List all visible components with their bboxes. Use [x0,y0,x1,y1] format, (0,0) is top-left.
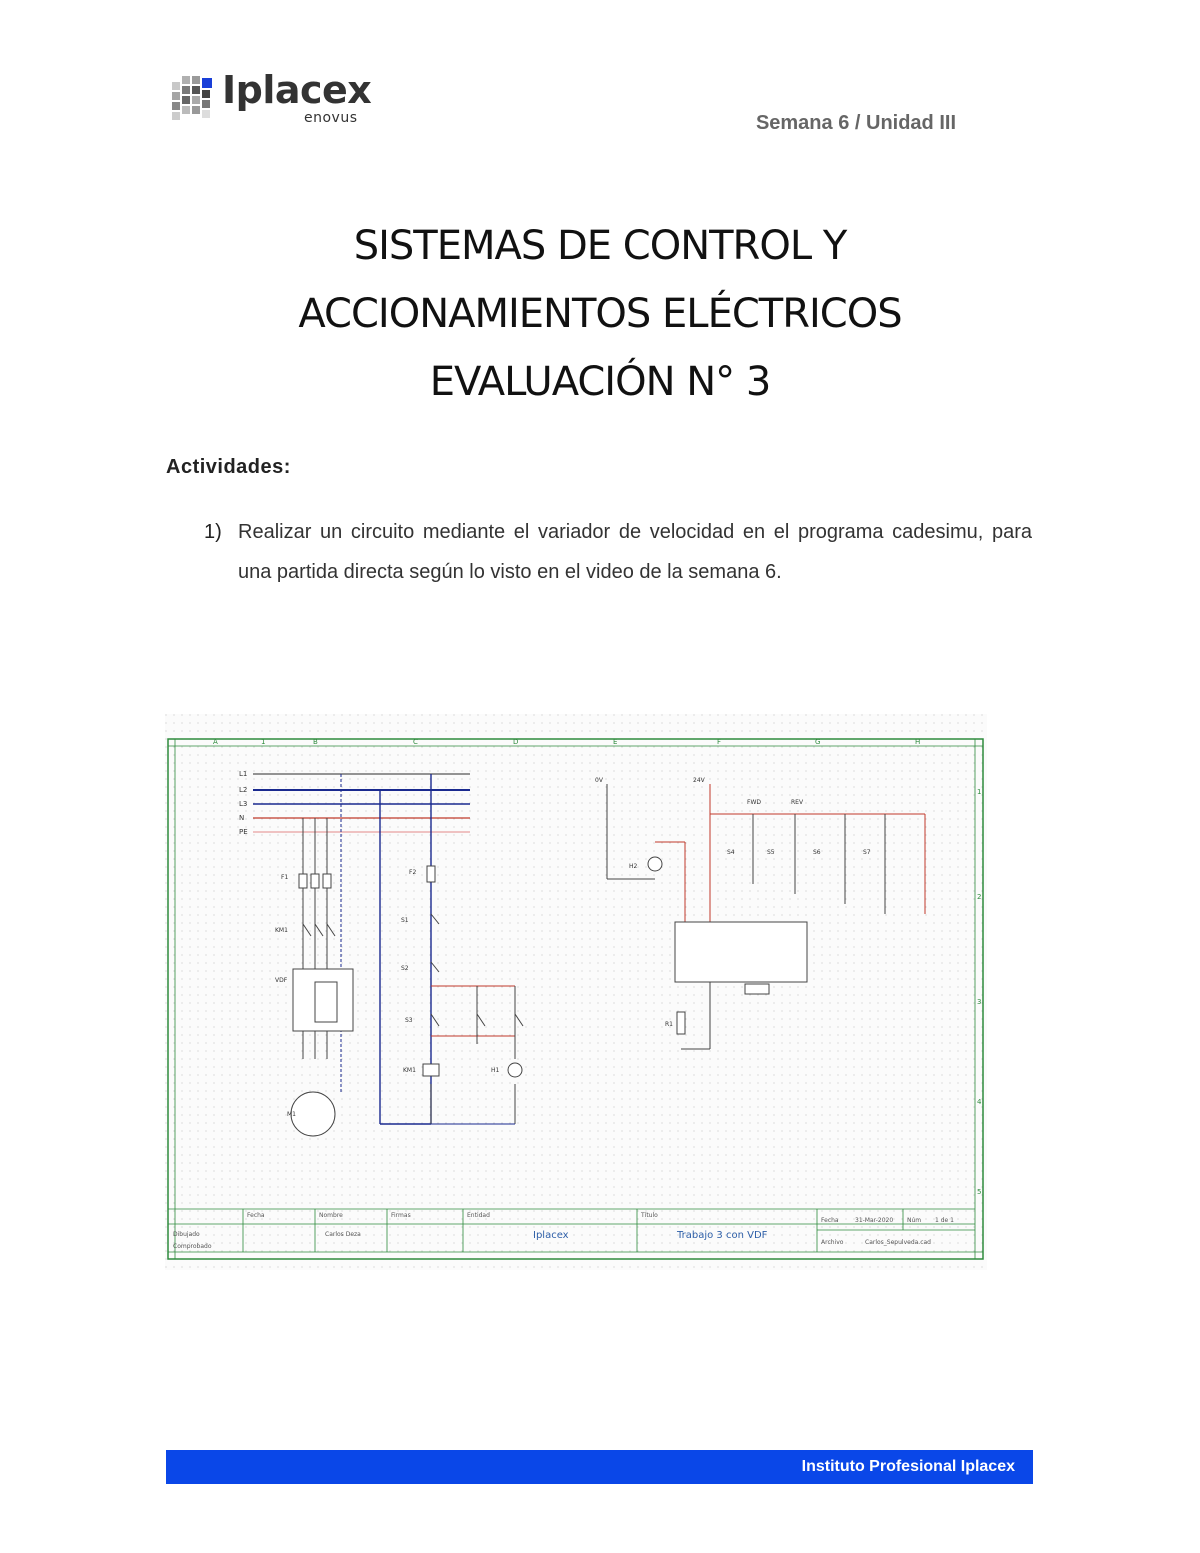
label-f2: F2 [409,869,417,876]
row-marker: 5 [977,1188,982,1196]
circuit-diagram [165,714,987,1270]
col-marker: D [513,738,519,746]
document-title [0,212,1200,416]
label-s1: S1 [401,917,409,924]
label-s7: S7 [863,849,871,856]
col-marker: 1 [261,738,266,746]
tb-nombre-label: Nombre [319,1212,343,1219]
tb-fecha-label: Fecha [247,1212,265,1219]
iplacex-logo [172,68,372,126]
title-line-3: EVALUACIÓN N° 3 [429,359,771,405]
label-km1-coil: KM1 [403,1067,416,1074]
bus-label: L1 [239,770,248,778]
logo-squares-icon [172,76,216,120]
logo-text: Iplacex [222,68,372,112]
label-contactor: KM1 [275,927,288,934]
title-line-1: SISTEMAS DE CONTROL Y [353,223,847,269]
label-h1: H1 [491,1067,500,1074]
tb-archivo-label: Archivo [821,1239,844,1246]
tb-fecha-value: 31-Mar-2020 [855,1217,894,1224]
label-s3: S3 [405,1017,413,1024]
activities-heading: Actividades: [166,456,291,478]
bus-label: N [239,814,245,822]
label-h2: H2 [629,863,638,870]
col-marker: A [213,738,218,746]
label-s2: S2 [401,965,409,972]
diagram-grid [165,714,987,1270]
tb-entidad-label: Entidad [467,1212,490,1219]
bus-label: L3 [239,800,248,808]
footer-text: Instituto Profesional Iplacex [801,1458,1015,1475]
label-fuses: F1 [281,874,289,881]
col-marker: B [313,738,318,746]
label-0v: 0V [595,777,603,784]
tb-titulo-label: Título [641,1212,658,1219]
activity-number: 1) [204,521,222,543]
activity-item [204,512,1032,592]
bus-label: PE [239,828,248,836]
title-line-2: ACCIONAMIENTOS ELÉCTRICOS [298,291,902,337]
col-marker: E [613,738,618,746]
col-marker: C [413,738,418,746]
tb-num-value: 1 de 1 [935,1217,954,1224]
tb-company: Iplacex [533,1230,569,1241]
tb-archivo-value: Carlos_Sepulveda.cad [865,1239,931,1246]
label-rev: REV [791,799,804,806]
tb-fecha-value-label: Fecha [821,1217,839,1224]
col-marker: H [915,738,921,746]
tb-dibujado: Dibujado [173,1231,200,1238]
col-marker: F [717,738,722,746]
col-marker: G [815,738,821,746]
label-24v: 24V [693,777,705,784]
label-r1: R1 [665,1021,673,1028]
week-label: Semana 6 / Unidad III [755,112,956,134]
row-marker: 2 [977,893,982,901]
tb-num-label: Núm [907,1217,922,1224]
label-s6: S6 [813,849,821,856]
bus-label: L2 [239,786,248,794]
tb-author: Carlos Deza [325,1231,361,1238]
activity-text: Realizar un circuito mediante el variador de velocidad en el programa cadesimu, para una partida directa según lo visto en el video de la semana 6. [238,521,1032,583]
label-s4: S4 [727,849,735,856]
logo-subtext: enovus [304,110,358,126]
label-fwd: FWD [747,799,762,806]
row-marker: 4 [977,1098,982,1106]
label-vdf: VDF [275,977,288,984]
row-marker: 1 [977,788,982,796]
label-s5: S5 [767,849,775,856]
tb-drawing-title: Trabajo 3 con VDF [677,1230,768,1241]
tb-comprobado: Comprobado [173,1243,212,1250]
footer-bar [166,1450,1033,1484]
tb-firmas-label: Firmas [391,1212,411,1219]
row-marker: 3 [977,998,982,1006]
label-motor: M1 [287,1111,296,1118]
